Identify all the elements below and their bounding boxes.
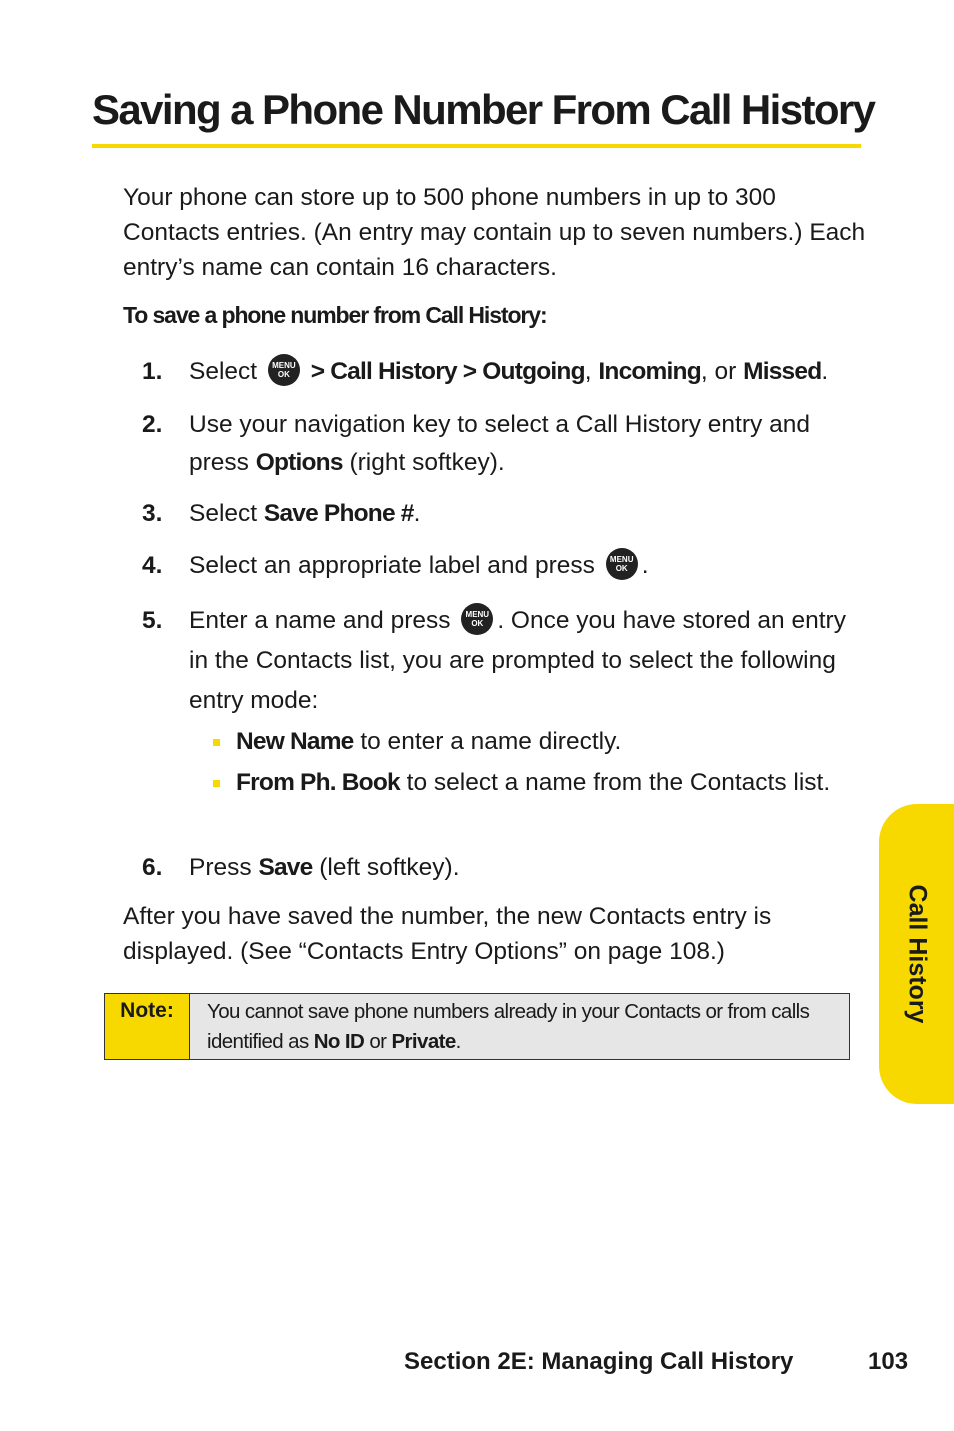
- step-4: 4. Select an appropriate label and press MENU OK .: [142, 547, 862, 585]
- note-text: You cannot save phone numbers already in your Contacts or from calls identified as No ID or Private.: [207, 1000, 810, 1053]
- option-incoming: Incoming: [598, 358, 701, 385]
- step-3: 3. Select Save Phone #.: [142, 495, 862, 533]
- step-number: 1.: [142, 358, 163, 385]
- step-number: 2.: [142, 411, 163, 438]
- step-text: Use your navigation key to select a Call History entry and press: [189, 411, 810, 476]
- side-tab-label: Call History: [903, 884, 931, 1024]
- after-paragraph: After you have saved the number, the new Contacts entry is displayed. (See “Contacts Entry Options” on page 108.): [123, 903, 772, 965]
- step-number: 3.: [142, 500, 163, 527]
- step-5: 5. Enter a name and press MENU OK . Once you have stored an entry in the Contacts list, you are prompted to select the following entry mode:: [142, 601, 862, 721]
- save-key: Save: [258, 854, 313, 881]
- menu-ok-icon: MENU OK: [461, 603, 493, 635]
- step-text: Select: [189, 500, 264, 527]
- step-number: 4.: [142, 552, 163, 579]
- private-key: Private: [391, 1030, 456, 1053]
- menu-path: > Call History > Outgoing: [310, 358, 585, 385]
- step-1: 1. Select MENU OK > Call History > Outgoing, Incoming, or Missed.: [142, 353, 862, 391]
- option-missed: Missed: [743, 358, 822, 385]
- step-text: Press: [189, 854, 259, 881]
- page-number: 103: [868, 1348, 909, 1375]
- instructions-lead: To save a phone number from Call History:: [123, 302, 547, 328]
- footer-section: Section 2E: Managing Call History: [404, 1348, 794, 1375]
- bullet-from-ph-book: From Ph. Book to select a name from the Contacts list.: [213, 766, 833, 800]
- bullet-square-icon: [213, 739, 220, 746]
- step-2: 2. Use your navigation key to select a Call History entry and press Options (right softkey).: [142, 406, 862, 482]
- new-name-key: New Name: [236, 728, 354, 755]
- section-side-tab: [879, 804, 954, 1104]
- step-number: 6.: [142, 854, 163, 881]
- page-title: Saving a Phone Number From Call History: [92, 86, 875, 133]
- bullet-new-name: New Name to enter a name directly.: [213, 725, 833, 759]
- from-ph-book-key: From Ph. Book: [236, 769, 400, 796]
- step-6: 6. Press Save (left softkey).: [142, 849, 862, 887]
- menu-ok-icon: MENU OK: [268, 354, 300, 386]
- step-number: 5.: [142, 607, 163, 634]
- bullet-square-icon: [213, 780, 220, 787]
- menu-ok-icon: MENU OK: [606, 548, 638, 580]
- intro-paragraph: Your phone can store up to 500 phone numbers in up to 300 Contacts entries. (An entry may contain up to seven numbers.) Each entry’s name can contain 16 characters.: [123, 184, 866, 281]
- title-underline: [92, 144, 861, 148]
- step-text: Select an appropriate label and press: [189, 552, 595, 579]
- step-text: Select: [189, 358, 258, 385]
- options-key: Options: [255, 449, 343, 476]
- save-phone-key: Save Phone #: [263, 500, 414, 527]
- note-label: Note:: [105, 994, 190, 1059]
- no-id-key: No ID: [313, 1030, 365, 1053]
- step-text: Enter a name and press: [189, 607, 451, 634]
- note-box: [104, 993, 850, 1060]
